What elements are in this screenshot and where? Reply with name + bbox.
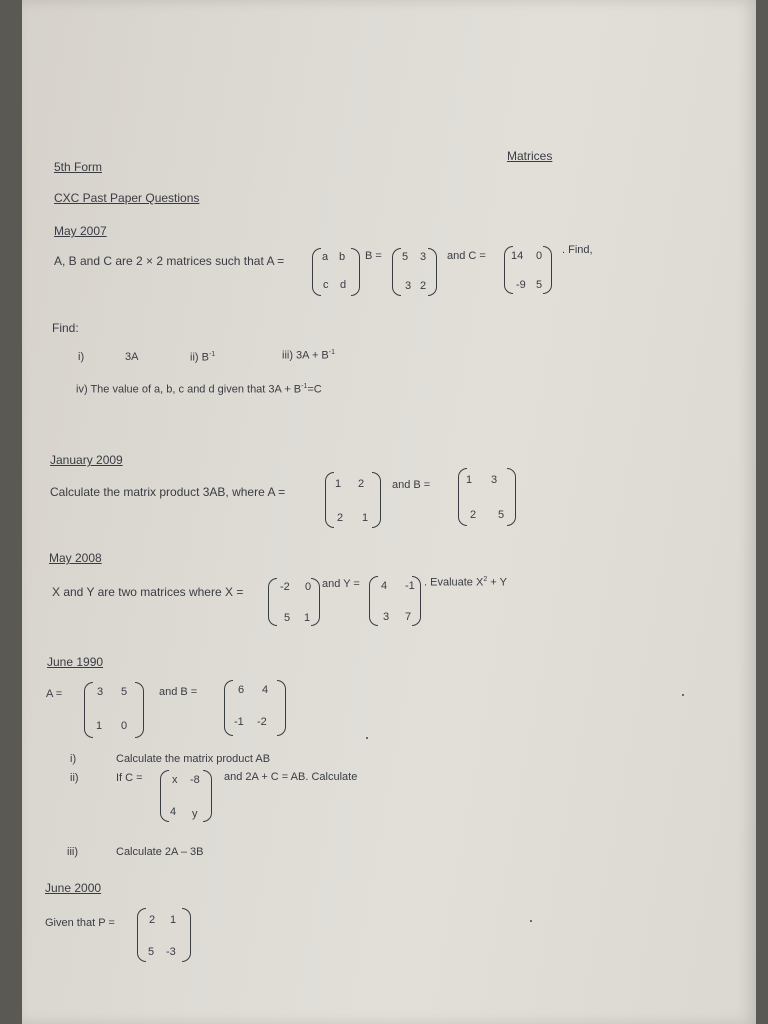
page-title: Matrices: [507, 149, 553, 163]
q3-evaluate: . Evaluate $X^2 + Y$: [424, 576, 507, 589]
q4-part-ii-text: If C =: [116, 772, 143, 784]
matrix-cell: 5: [536, 279, 543, 291]
matrix-cell: 3: [491, 474, 498, 486]
q3-matrix-x: [268, 578, 320, 626]
matrix-cell: 4: [170, 806, 177, 818]
matrix-cell: 5: [148, 946, 155, 958]
matrix-cell: c: [323, 279, 329, 291]
matrix-cell: -1: [234, 716, 244, 728]
q1-part-i-text: 3A: [125, 351, 139, 363]
q1-matrix-c: [504, 246, 552, 294]
q1-c-label: and C =: [447, 250, 486, 262]
q4-date: June 1990: [47, 655, 104, 669]
q5-text: Given that P =: [45, 917, 115, 929]
q3-text: X and Y are two matrices where X =: [52, 585, 244, 599]
q4-part-iii-num: iii): [67, 846, 78, 858]
q4-part-iii-text: Calculate 2A – 3B: [116, 846, 204, 858]
matrix-cell: y: [192, 808, 198, 820]
q4-part-ii-tail: and 2A + C = AB. Calculate: [224, 771, 358, 783]
q1-part-iv: iv) The value of a, b, c and d given that $3A + B^{-1}=C$: [76, 383, 322, 396]
q2-date: January 2009: [50, 453, 123, 467]
matrix-cell: 5: [121, 686, 128, 698]
q2-matrix-a: [325, 472, 381, 528]
q4-matrix-b: [224, 680, 286, 736]
matrix-cell: 1: [466, 474, 473, 486]
q5-date: June 2000: [45, 881, 102, 895]
q4-part-ii-num: ii): [70, 772, 79, 784]
q4-and-b: and B =: [159, 686, 198, 698]
matrix-cell: -1: [405, 580, 415, 592]
q1-matrix-a: [312, 248, 360, 296]
matrix-cell: 14: [511, 250, 524, 262]
matrix-cell: 7: [405, 611, 412, 623]
q5-matrix-p: [137, 908, 191, 962]
q2-matrix-b: [458, 468, 516, 526]
matrix-cell: 5: [284, 612, 291, 624]
matrix-cell: 1: [96, 720, 103, 732]
q4-part-i-num: i): [70, 753, 77, 765]
matrix-cell: 1: [304, 612, 311, 624]
q3-matrix-y: [369, 576, 421, 626]
q1-part-iii: iii) $3A + B^{-1}$: [282, 349, 336, 362]
q1-matrix-b: [392, 248, 437, 296]
matrix-cell: 1: [335, 478, 342, 490]
matrix-cell: 3: [420, 251, 427, 263]
matrix-cell: 6: [238, 684, 245, 696]
matrix-cell: -2: [280, 581, 290, 593]
matrix-cell: 0: [305, 581, 312, 593]
q1-part-ii: ii) $B^{-1}$: [190, 351, 216, 364]
matrix-cell: 1: [362, 512, 369, 524]
worksheet-page: [22, 0, 756, 1024]
matrix-cell: 2: [470, 509, 477, 521]
matrix-cell: 3: [405, 280, 412, 292]
matrix-cell: 3: [97, 686, 104, 698]
matrix-cell: 1: [170, 914, 177, 926]
q3-date: May 2008: [49, 551, 102, 565]
q1-text: A, B and C are 2 × 2 matrices such that A =: [54, 254, 285, 268]
matrix-cell: -3: [166, 946, 176, 958]
matrix-cell: 5: [402, 251, 409, 263]
matrix-cell: -8: [190, 774, 200, 786]
matrix-cell: 4: [262, 684, 269, 696]
q4-matrix-a: [84, 682, 144, 738]
matrix-cell: b: [339, 251, 346, 263]
matrix-cell: 0: [536, 250, 543, 262]
matrix-cell: d: [340, 279, 347, 291]
q4-part-i-text: Calculate the matrix product AB: [116, 753, 271, 765]
matrix-cell: 4: [381, 580, 388, 592]
matrix-cell: x: [172, 774, 178, 786]
matrix-cell: 2: [420, 280, 427, 292]
q1-b-label: B =: [365, 250, 382, 262]
page-subtitle: CXC Past Paper Questions: [54, 191, 200, 205]
q1-find-label: Find:: [52, 321, 79, 335]
matrix-cell: 2: [337, 512, 344, 524]
matrix-cell: -9: [516, 279, 526, 291]
matrix-cell: -2: [257, 716, 267, 728]
matrix-cell: a: [322, 251, 329, 263]
matrix-cell: 0: [121, 720, 128, 732]
q4-a-label: A =: [46, 688, 63, 700]
q2-text: Calculate the matrix product 3AB, where A =: [50, 485, 286, 499]
matrix-cell: 5: [498, 509, 505, 521]
q1-date: May 2007: [54, 224, 107, 238]
q3-and-y: and Y =: [322, 578, 360, 590]
q1-part-i-num: i): [78, 351, 85, 363]
q4-matrix-c: [160, 770, 212, 822]
matrix-cell: 2: [149, 914, 156, 926]
q2-and-b: and B =: [392, 479, 431, 491]
q1-find-tail: . Find,: [562, 244, 593, 256]
matrix-cell: 2: [358, 478, 365, 490]
form-label: 5th Form: [54, 160, 103, 174]
matrix-cell: 3: [383, 611, 390, 623]
